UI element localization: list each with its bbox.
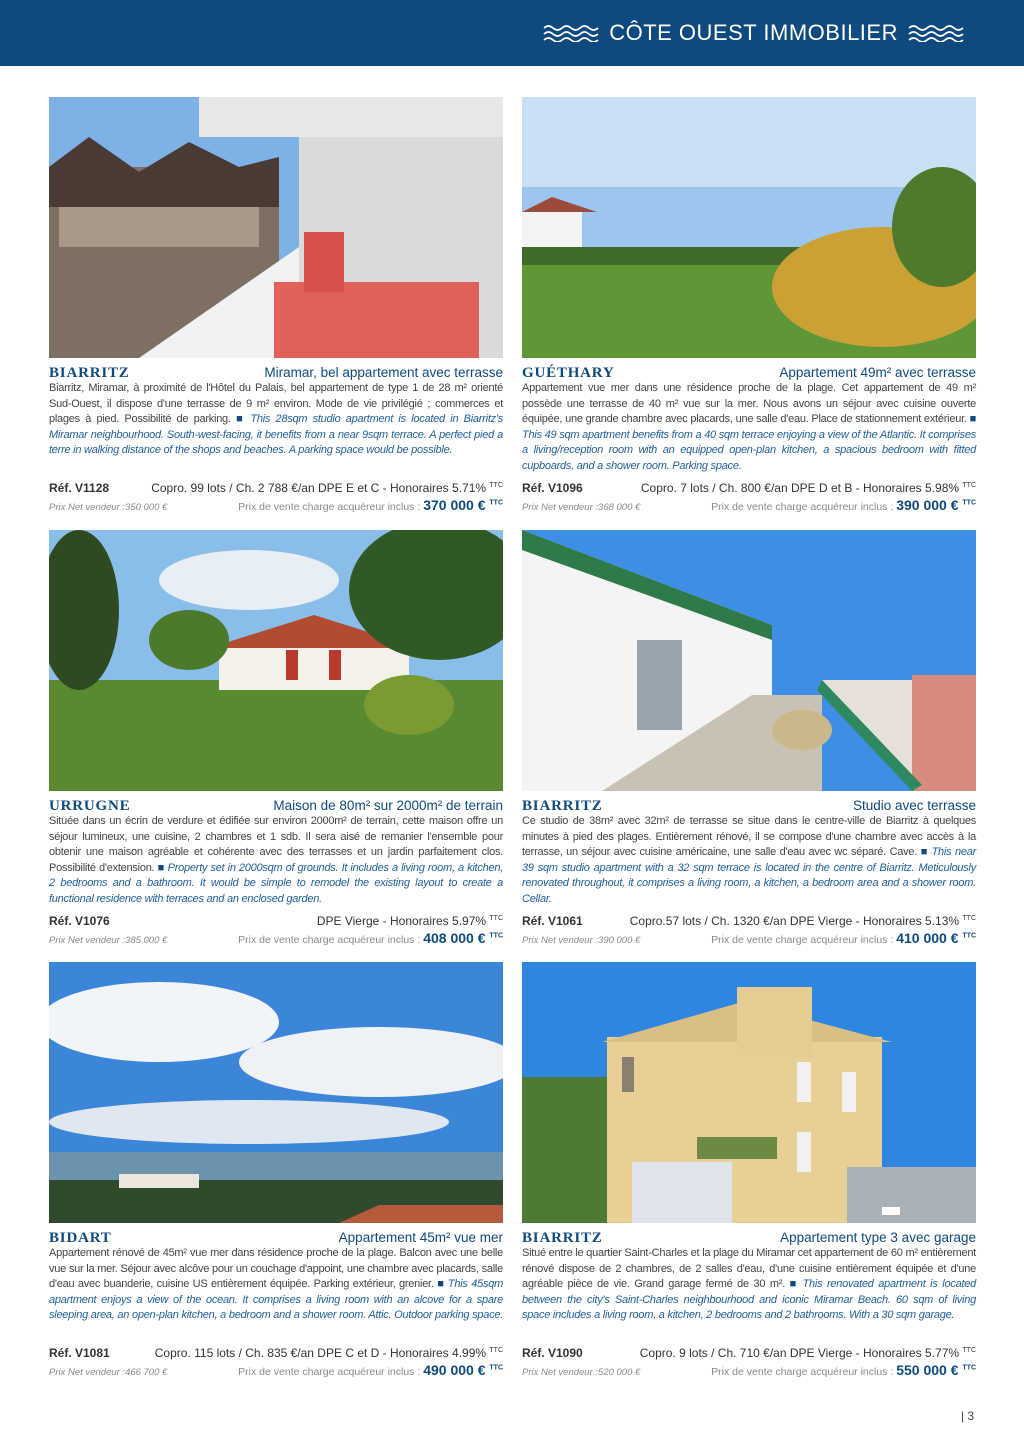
price-value: 370 000 € $^{TTC}$ xyxy=(423,497,503,513)
listing-description: Ce studio de 38m² avec 32m² de terrasse se situe dans le centre-ville de Biarritz à quelques minutes à pied des plages. Entièrement rénové, il se compose d'une chambre avec accès à la terrasse, un séjour avec cuisine américaine, une salle d'eau avec wc séparé. Cave. ■ This near 39 sqm studio apartment with a 32 sqm terrace is located in the centre of Biarritz. Meticulously renovated throughout, it comprises a living room, a kitchen, a bedroom area and a shower room. Cellar. xyxy=(522,815,977,905)
listing-subtitle: Appartement 45m² vue mer xyxy=(338,1230,503,1245)
listing-description: Appartement rénové de 45m² vue mer dans résidence proche de la plage. Balcon avec une belle vue sur la mer. Séjour avec alcôve pour un couchage d'appoint, une chambre avec placards, salle d'eau avec buanderie, cuisine US entièrement équipée. Parking extérieur, grenier. ■ This 45sqm apartment enjoys a view of the ocean. It comprises a living room with an alcove for a spare sleeping area, an open-plan kitchen, a bedroom and a shower room. Attic. Outdoor parking space. xyxy=(49,1247,504,1321)
net-price: Prix Net vendeur :520 000 € xyxy=(522,1367,641,1378)
price-value: 410 000 € $^{TTC}$ xyxy=(896,930,976,946)
listing-city: GUÉTHARY xyxy=(522,365,615,381)
listing-card[interactable] xyxy=(522,530,977,946)
sale-price: Prix de vente charge acquéreur inclus : 408 000 € $^{TTC}$ xyxy=(238,930,503,946)
net-price: Prix Net vendeur :350 000 € xyxy=(49,502,168,513)
net-price: Prix Net vendeur :390 000 € xyxy=(522,935,641,946)
page-header xyxy=(0,0,1024,66)
listing-terms: Copro. 7 lots / Ch. 800 €/an DPE D et B - Honoraires 5.98% $^{TTC}$ xyxy=(640,481,976,495)
listing-ref: Réf. V1128 xyxy=(49,481,110,495)
description-en: This 49 sqm apartment benefits from a 40 sqm terrace enjoying a view of the Atlantic. It comprises a living/reception room with an equipped open-plan kitchen, a spacious bedroom with fitted cupboards, and a shower room. Parking space. xyxy=(522,428,976,472)
listing-terms: Copro.57 lots / Ch. 1320 €/an DPE Vierge - Honoraires 5.13% $^{TTC}$ xyxy=(629,914,976,928)
brand-logo xyxy=(543,20,964,46)
terrace-photo[interactable] xyxy=(522,530,976,791)
price-value: 490 000 € $^{TTC}$ xyxy=(423,1362,503,1378)
description-fr: Ce studio de 38m² avec 32m² de terrasse se situe dans le centre-ville de Biarritz à quelques minutes à pied des plages. Entièrement rénové, il se compose d'une chambre avec accès à la terrasse, un séjour avec cuisine américaine, une salle d'eau avec wc séparé. Cave. xyxy=(522,815,976,858)
listing-description: Appartement vue mer dans une résidence proche de la plage. Cet appartement de 49 m² possède une terrasse de 40 m² vue sur la mer. Nous avons un séjour avec cuisine ouverte équipée, une grande chambre avec placards, une salle d'eau. Place de stationnement extérieur. ■ This 49 sqm apartment benefits from a 40 sqm terrace enjoying a view of the Atlantic. It comprises a living/reception room with an equipped open-plan kitchen, a spacious bedroom with fitted cupboards, and a shower room. Parking space. xyxy=(522,382,976,472)
listing-terms: Copro. 9 lots / Ch. 710 €/an DPE Vierge - Honoraires 5.77% $^{TTC}$ xyxy=(639,1346,976,1360)
page-number: | 3 xyxy=(960,1409,974,1423)
listing-description: Situé entre le quartier Saint-Charles et la plage du Miramar cet appartement de 60 m² entièrement rénové dispose de 2 chambres, de 2 salles d'eau, d'une cuisine entièrement équipée et d'une agréable pièce de vie. Grand garage fermé de 30 m². ■ This renovated apartment is located between the city's Saint-Charles neighbourhood and iconic Miramar Beach. 60 sqm of living space includes a living room, a kitchen, 2 bedrooms and 2 bathrooms. With a 30 sqm garage. xyxy=(522,1247,976,1321)
listing-subtitle: Miramar, bel appartement avec terrasse xyxy=(264,365,503,380)
listing-card[interactable] xyxy=(522,962,976,1378)
description-fr: Appartement rénové de 45m² vue mer dans résidence proche de la plage. Balcon avec une belle vue sur la mer. Séjour avec alcôve pour un couchage d'appoint, une chambre avec placards, salle d'eau avec buanderie, cuisine US entièrement équipée. Parking extérieur, grenier. xyxy=(49,1247,503,1290)
listing-city: BIDART xyxy=(49,1230,112,1246)
balcony-photo[interactable] xyxy=(49,97,503,358)
description-fr: Située dans un écrin de verdure et édifiée sur environ 2000m² de terrain, cette maison offre un séjour lumineux, une cuisine, 2 chambres et 1 sdb. Il sera aisé de remanier l'ensemble pour obtenir une maison agréable et cohérente avec des terrasses et un jardin parfaitement clos. Possibilité d'extension. xyxy=(49,815,503,874)
sale-price: Prix de vente charge acquéreur inclus : 410 000 € $^{TTC}$ xyxy=(711,930,976,946)
listing-ref: Réf. V1061 xyxy=(522,914,583,928)
description-en: This 45sqm apartment enjoys a view of the ocean. It comprises a living room with an alcove for a spare sleeping area, an open-plan kitchen, a bedroom and a shower room. Attic. Outdoor parking space. xyxy=(49,1278,504,1321)
price-value: 550 000 € $^{TTC}$ xyxy=(896,1362,976,1378)
sale-price: Prix de vente charge acquéreur inclus : 390 000 € $^{TTC}$ xyxy=(711,497,976,513)
description-fr: Appartement vue mer dans une résidence proche de la plage. Cet appartement de 49 m² possède une terrasse de 40 m² vue sur la mer. Nous avons un séjour avec cuisine ouverte équipée, une grande chambre avec placards, une salle d'eau. Place de stationnement extérieur. xyxy=(522,382,976,425)
listing-ref: Réf. V1090 xyxy=(522,1346,583,1360)
listing-card[interactable] xyxy=(49,962,504,1378)
listing-city: BIARRITZ xyxy=(522,1230,603,1246)
listing-city: BIARRITZ xyxy=(49,365,130,381)
price-value: 408 000 € $^{TTC}$ xyxy=(423,930,503,946)
listing-description: Biarritz, Miramar, à proximité de l'Hôtel du Palais, bel appartement de type 1 de 28 m² orienté Sud-Ouest, il dispose d'une terrasse de 9 m² environ. Mode de vie privilégié ; commerces et plages à pied. Possibilité de parking. ■ This 28sqm studio apartment is located in Biarritz's Miramar neighbourhood. South-west-facing, it benefits from a near 9sqm terrace. A perfect pied a terre in walking distance of the shops and beaches. A parking space would be possible. xyxy=(49,382,503,456)
listing-ref: Réf. V1076 xyxy=(49,914,110,928)
garden-photo[interactable] xyxy=(522,97,976,358)
description-en: This 28sqm studio apartment is located in Biarritz's Miramar neighbourhood. South-west-facing, it benefits from a near 9sqm terrace. A perfect pied a terre in walking distance of the shops and beaches. A parking space would be possible. xyxy=(49,413,503,456)
listing-subtitle: Maison de 80m² sur 2000m² de terrain xyxy=(273,798,503,813)
net-price: Prix Net vendeur :385 000 € xyxy=(49,935,168,946)
price-value: 390 000 € $^{TTC}$ xyxy=(896,497,976,513)
sea-view-photo[interactable] xyxy=(49,962,503,1223)
net-price: Prix Net vendeur :368 000 € xyxy=(522,502,641,513)
listing-card[interactable] xyxy=(49,97,503,513)
sale-price: Prix de vente charge acquéreur inclus : 550 000 € $^{TTC}$ xyxy=(711,1362,976,1378)
description-en: This near 39 sqm studio apartment with a 32 sqm terrace is located in the centre of Biarritz. Meticulously renovated throughout, it comprises a living room, a kitchen, a bedroom area and a shower room. Cellar. xyxy=(522,846,977,905)
waves-icon xyxy=(543,24,599,42)
listing-terms: Copro. 115 lots / Ch. 835 €/an DPE C et D - Honoraires 4.99% $^{TTC}$ xyxy=(154,1346,503,1360)
sale-price: Prix de vente charge acquéreur inclus : 370 000 € $^{TTC}$ xyxy=(238,497,503,513)
description-en: This renovated apartment is located between the city's Saint-Charles neighbourhood and iconic Miramar Beach. 60 sqm of living space includes a living room, a kitchen, 2 bedrooms and 2 bathrooms. With a 30 sqm garage. xyxy=(522,1278,976,1321)
listing-ref: Réf. V1096 xyxy=(522,481,583,495)
description-fr: Biarritz, Miramar, à proximité de l'Hôtel du Palais, bel appartement de type 1 de 28 m² orienté Sud-Ouest, il dispose d'une terrasse de 9 m² environ. Mode de vie privilégié ; commerces et plages à pied. Possibilité de parking. xyxy=(49,382,503,425)
net-price: Prix Net vendeur :466 700 € xyxy=(49,1367,168,1378)
waves-icon xyxy=(908,24,964,42)
listing-city: URRUGNE xyxy=(49,798,131,814)
description-en: Property set in 2000sqm of grounds. It includes a living room, a kitchen, 2 bedrooms and a bathroom. It would be simple to remodel the existing layout to create a functional residence with terraces and an enclosed garden. xyxy=(49,861,503,905)
brand-title: CÔTE OUEST IMMOBILIER xyxy=(609,20,898,45)
building-photo[interactable] xyxy=(522,962,976,1223)
listing-terms: Copro. 99 lots / Ch. 2 788 €/an DPE E et C - Honoraires 5.71% $^{TTC}$ xyxy=(151,481,503,495)
listing-terms: DPE Vierge - Honoraires 5.97% $^{TTC}$ xyxy=(316,914,503,928)
listing-subtitle: Appartement 49m² avec terrasse xyxy=(779,365,976,380)
listing-subtitle: Appartement type 3 avec garage xyxy=(780,1230,976,1245)
listing-card[interactable] xyxy=(522,97,976,513)
listing-card[interactable] xyxy=(49,530,503,946)
listing-subtitle: Studio avec terrasse xyxy=(852,798,976,813)
house-photo[interactable] xyxy=(49,530,503,791)
description-fr: Situé entre le quartier Saint-Charles et la plage du Miramar cet appartement de 60 m² entièrement rénové dispose de 2 chambres, de 2 salles d'eau, d'une cuisine entièrement équipée et d'une agréable pièce de vie. Grand garage fermé de 30 m². xyxy=(522,1247,976,1290)
listing-description: Située dans un écrin de verdure et édifiée sur environ 2000m² de terrain, cette maison offre un séjour lumineux, une cuisine, 2 chambres et 1 sdb. Il sera aisé de remanier l'ensemble pour obtenir une maison agréable et cohérente avec des terrasses et un jardin parfaitement clos. Possibilité d'extension. ■ Property set in 2000sqm of grounds. It includes a living room, a kitchen, 2 bedrooms and a bathroom. It would be simple to remodel the existing layout to create a functional residence with terraces and an enclosed garden. xyxy=(49,815,503,905)
listing-city: BIARRITZ xyxy=(522,798,603,814)
listing-ref: Réf. V1081 xyxy=(49,1346,110,1360)
sale-price: Prix de vente charge acquéreur inclus : 490 000 € $^{TTC}$ xyxy=(238,1362,503,1378)
